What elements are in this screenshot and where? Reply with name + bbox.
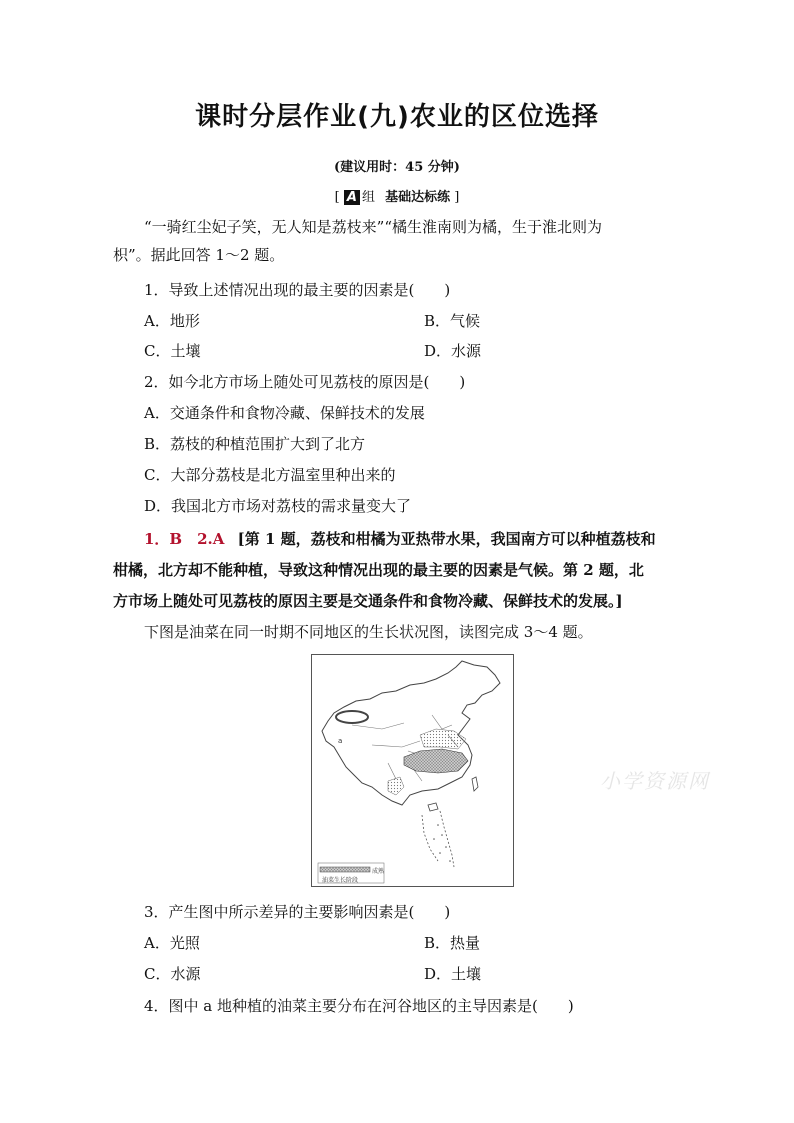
intro-line-1: “一骑红尘妃子笑，无人知是荔枝来”“橘生淮南则为橘，生于淮北则为 bbox=[144, 218, 603, 236]
taiwan-island bbox=[472, 777, 478, 791]
answer-key: 1．B 2.A bbox=[144, 530, 225, 548]
group-header bbox=[0, 186, 794, 205]
group-name: 组 bbox=[361, 190, 375, 205]
q3-option-b: B．热量 bbox=[424, 934, 481, 952]
answer-line-3: 方市场上随处可见荔枝的原因主要是交通条件和食物冷藏、保鲜技术的发展。] bbox=[113, 592, 623, 610]
answer-line-1 bbox=[144, 528, 656, 550]
q4-stem: 4．图中 a 地种植的油菜主要分布在河谷地区的主导因素是( ) bbox=[144, 997, 574, 1015]
china-map-svg bbox=[312, 655, 515, 888]
page-title: 课时分层作业(九)农业的区位选择 bbox=[195, 102, 599, 132]
point-a-label: a bbox=[338, 737, 343, 745]
q2-stem: 2．如今北方市场上随处可见荔枝的原因是( ) bbox=[144, 373, 466, 391]
q2-option-c: C．大部分荔枝是北方温室里种出来的 bbox=[144, 466, 396, 484]
bracket-left: [ bbox=[334, 190, 340, 205]
q3-option-d: D．土壤 bbox=[424, 965, 482, 983]
hainan-island bbox=[428, 803, 438, 811]
q2-option-b: B．荔枝的种植范围扩大到了北方 bbox=[144, 435, 366, 453]
q2-option-d: D．我国北方市场对荔枝的需求量变大了 bbox=[144, 497, 412, 515]
q3-option-c: C．水源 bbox=[144, 965, 201, 983]
q3-stem: 3．产生图中所示差异的主要影响因素是( ) bbox=[144, 903, 451, 921]
legend-bar bbox=[320, 867, 370, 872]
watermark: 小学资源网 bbox=[600, 769, 710, 793]
q3-option-a: A．光照 bbox=[144, 934, 200, 952]
suggested-time: (建议用时：45 分钟) bbox=[334, 160, 460, 175]
q2-option-a: A．交通条件和食物冷藏、保鲜技术的发展 bbox=[144, 404, 425, 422]
answer-explanation-1: [第 1 题，荔枝和柑橘为亚热带水果，我国南方可以种植荔枝和 bbox=[237, 530, 656, 548]
figure-intro: 下图是油菜在同一时期不同地区的生长状况图，读图完成 3～4 题。 bbox=[144, 623, 593, 641]
q1-option-a: A．地形 bbox=[144, 312, 200, 330]
q1-option-c: C．土壤 bbox=[144, 342, 201, 360]
group-label: 基础达标练 bbox=[385, 190, 451, 205]
q1-option-d: D．水源 bbox=[424, 342, 482, 360]
group-badge: A bbox=[344, 190, 360, 205]
answer-line-2: 柑橘，北方却不能种植，导致这种情况出现的最主要的因素是气候。第 2 题，北 bbox=[113, 561, 644, 579]
intro-line-2: 枳”。据此回答 1～2 题。 bbox=[113, 246, 285, 264]
rapeseed-growth-map bbox=[311, 654, 514, 887]
legend-mature: 成熟 bbox=[372, 868, 385, 875]
q1-option-b: B．气候 bbox=[424, 312, 481, 330]
q1-stem: 1．导致上述情况出现的最主要的因素是( ) bbox=[144, 281, 451, 299]
bracket-right: ] bbox=[454, 190, 460, 205]
legend-stage: 油菜生长阶段 bbox=[322, 877, 359, 884]
south-sea-boundary bbox=[422, 811, 454, 867]
